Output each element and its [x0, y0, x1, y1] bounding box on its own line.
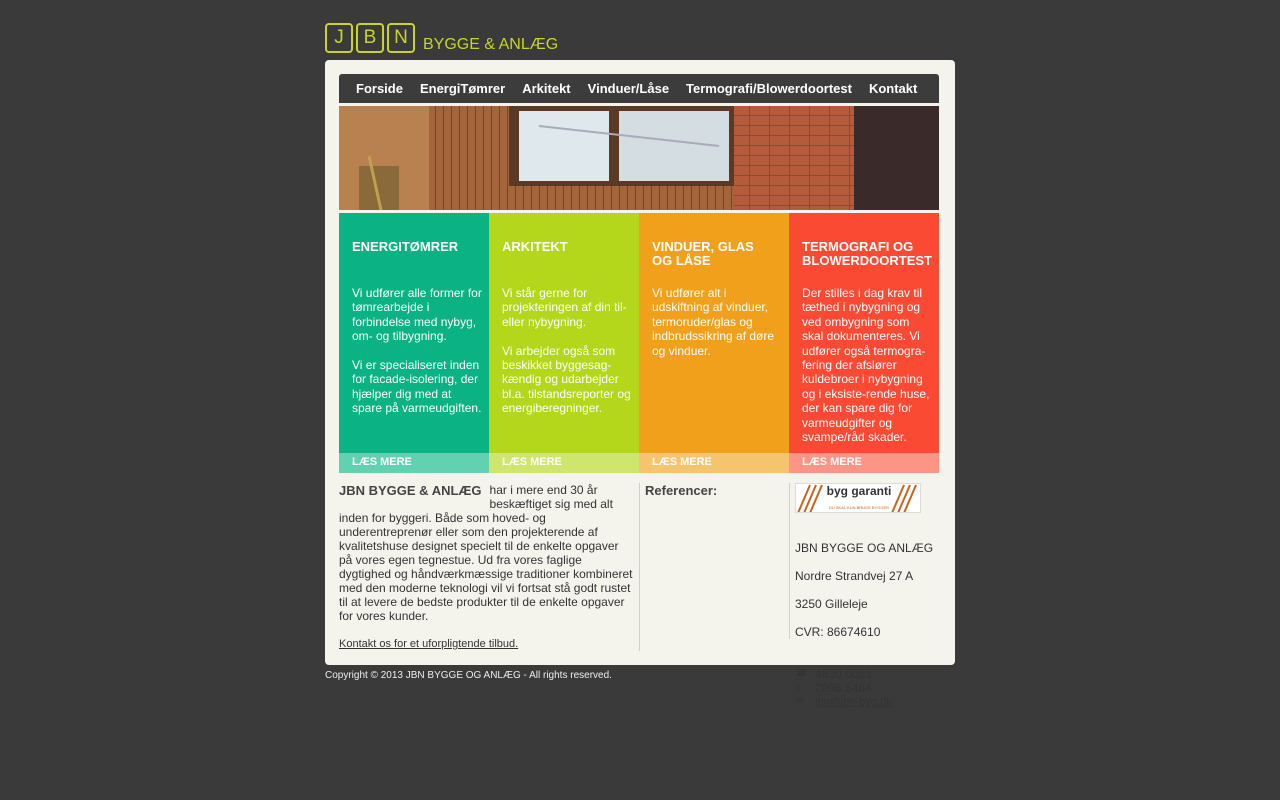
card-text: Vi udfører alt i udskiftning af vinduer, termoruder/glas og indbrudssikring af døre og vinduer. [652, 286, 775, 358]
read-more-link[interactable]: LÆS MERE [639, 453, 789, 473]
card-title: ENERGITØMRER [352, 239, 459, 254]
house-facade-photo [339, 106, 939, 210]
card-arkitekt [489, 213, 639, 473]
card-energitomrer [339, 213, 489, 473]
card-text: Vi står gerne for projekteringen af din til- eller nybygning. Vi arbejder også som beskikket byggesag-kændig og udarbejder bl.a. tilstandsreporter og energiberegninger. [502, 286, 631, 416]
phone-row [795, 667, 945, 681]
logo-letter-b: B [356, 23, 384, 53]
nav-item-vinduer[interactable]: Vinduer/Låse [587, 81, 670, 96]
card-title: ARKITEKT [502, 239, 568, 254]
card-text: Vi udfører alle former for tømrearbejde i forbindelse med nybyg, om- og tilbygning. Vi er specialiseret inden for facade-isolering, der hjælper dig med at spare på varmeudgiften. [352, 286, 482, 416]
company-name: JBN BYGGE OG ANLÆG [795, 541, 934, 555]
site-logo[interactable] [325, 19, 558, 53]
card-title: TERMOGRAFI OG BLOWERDOORTEST [802, 239, 932, 268]
street-address: Nordre Strandvej 27 A [795, 569, 914, 583]
hero-banner-image [339, 106, 939, 210]
nav-item-energitomrer[interactable]: EnergiTømrer [419, 81, 506, 96]
nav-item-forside[interactable]: Forside [356, 81, 403, 96]
column-divider [639, 483, 640, 651]
envelope-icon: ✉ [795, 696, 804, 707]
city: 3250 Gilleleje [795, 597, 868, 611]
main-nav [339, 74, 939, 103]
intro-title: JBN BYGGE & ANLÆG [339, 483, 482, 498]
cvr-number: CVR: 86674610 [795, 625, 881, 639]
read-more-link[interactable]: LÆS MERE [489, 453, 639, 473]
byg-garanti-subtext: DU SKAL KUN BRUGE BYGGER [828, 505, 890, 510]
nav-item-kontakt[interactable]: Kontakt [868, 81, 918, 96]
address-block [795, 527, 945, 653]
mobile-row [795, 681, 945, 695]
references-label: Referencer: [645, 483, 718, 498]
logo-name: BYGGE & ANLÆG [423, 36, 559, 53]
email-link[interactable]: jbn@jbn-byg.dk [815, 696, 892, 708]
contact-info [795, 483, 945, 709]
intro-text: har i mere end 30 år beskæftiget sig med alt inden for byggeri. Både som hoved- og underentreprenør eller som den projekterende af kvalitetshuse designet specielt til de enkelte opgaver på vores egen tegnestue. Ud fra vores faglige dygtighed og håndværkmæssige traditioner kombineret med den moderne teknologi vil vi fortsat stå godt rustet til at levere de bedste produkter til de enkelte opgaver for vores kunder. [339, 483, 633, 623]
logo-letter-n: N [387, 23, 415, 53]
nav-item-arkitekt[interactable]: Arkitekt [522, 81, 571, 96]
byg-garanti-logo [795, 483, 921, 513]
telephone-icon: ☎ [795, 668, 808, 679]
read-more-link[interactable]: LÆS MERE [339, 453, 489, 473]
company-intro [339, 483, 634, 651]
logo-letter-j: J [325, 23, 353, 53]
column-divider [789, 483, 790, 639]
nav-item-termografi[interactable]: Termografi/Blowerdoortest [686, 81, 852, 96]
mobile-number: 2098 5484 [815, 681, 872, 695]
mobile-phone-icon: ▯ [795, 682, 801, 693]
service-cards [339, 213, 939, 473]
contact-offer-link[interactable]: Kontakt os for et uforpligtende tilbud. [339, 638, 519, 650]
card-text: Der stilles i dag krav til tæthed i nybygning og ved ombygning som skal dokumenteres. Vi udfører også termogra-fering der afslører kuldebroer i nybygning og i eksiste-rende huse, der kan spare dig for varmeudgifter og svampe/råd skader. [802, 286, 930, 445]
card-vinduer [639, 213, 789, 473]
card-termografi [789, 213, 939, 473]
copyright-text: Copyright © 2013 JBN BYGGE OG ANLÆG - All rights reserved. [325, 670, 612, 681]
email-row [795, 695, 945, 709]
card-title: VINDUER, GLAS OG LÅSE [652, 239, 754, 268]
phone-number: 4830 0063 [815, 667, 872, 681]
read-more-link[interactable]: LÆS MERE [789, 453, 939, 473]
byg-garanti-text: byg garanti [826, 484, 892, 498]
